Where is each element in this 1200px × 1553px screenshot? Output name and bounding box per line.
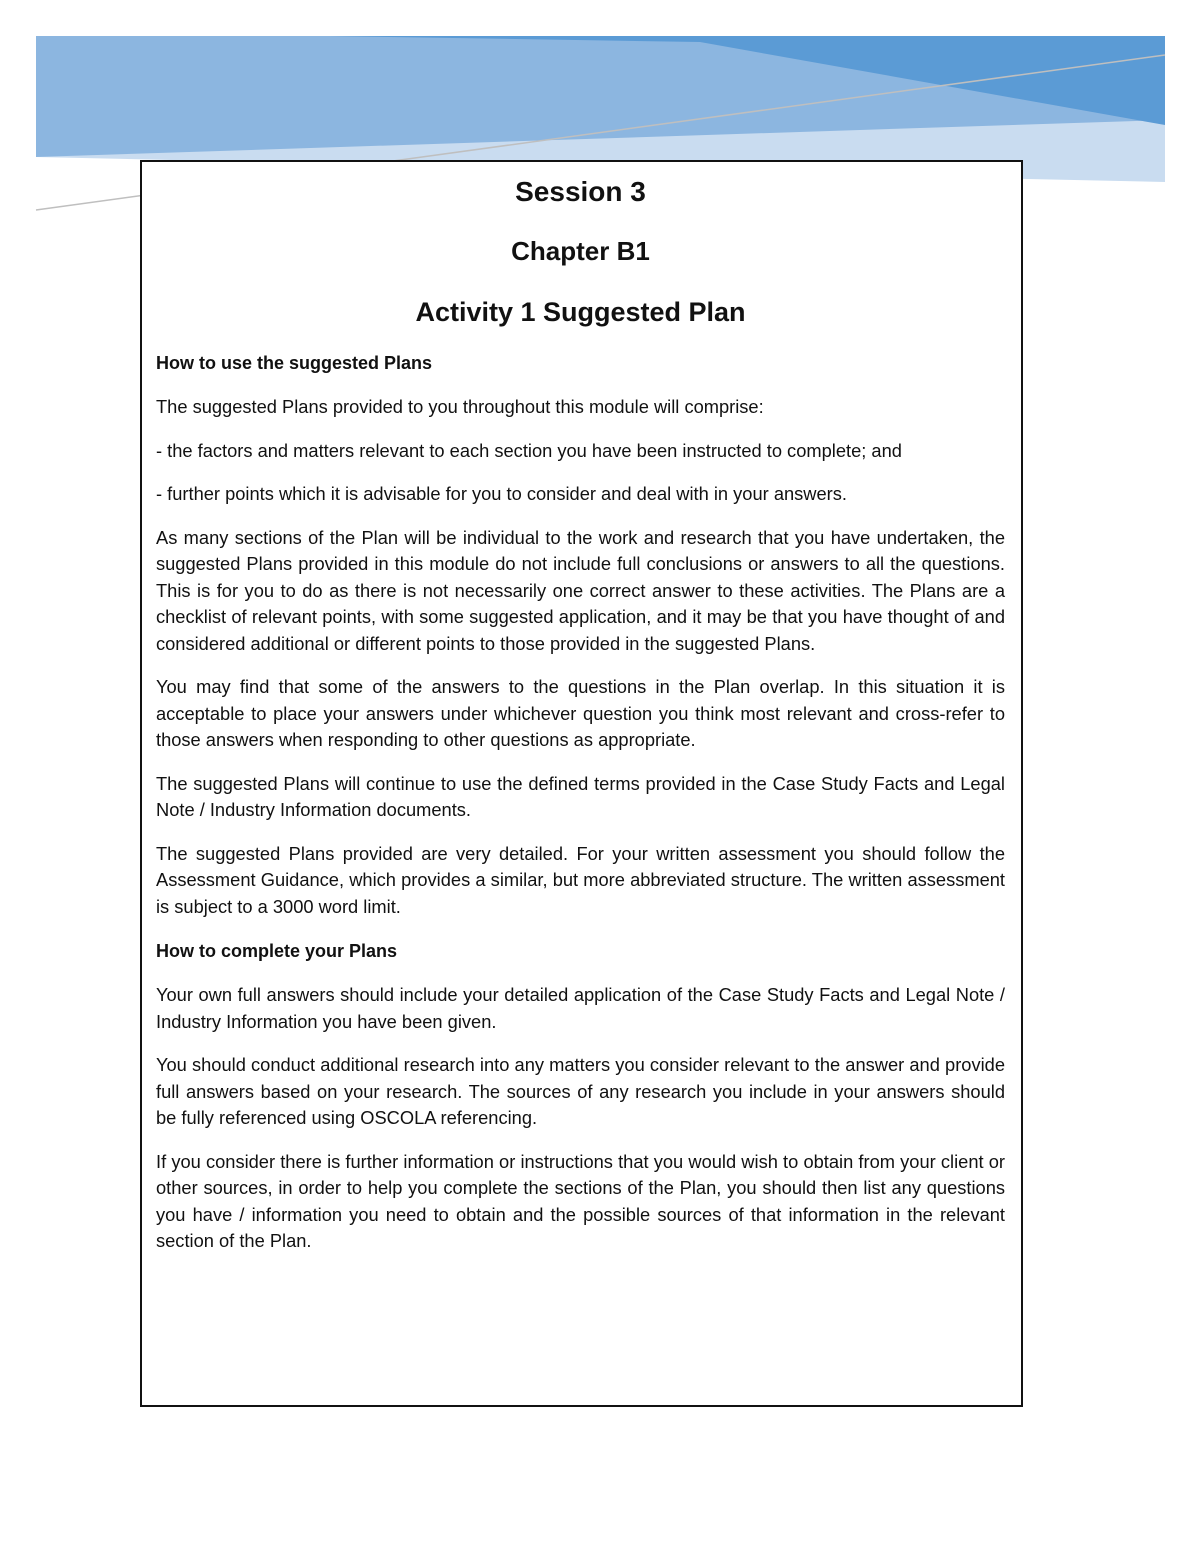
section-heading-how-to-use: How to use the suggested Plans [156,353,433,373]
paragraph: The suggested Plans provided are very detailed. For your written assessment you should follow the Assessment Guidance, which provides a similar, but more abbreviated structure. The written assessment is subject to a 3000 word limit. [156,842,1005,917]
paragraph: You should conduct additional research into any matters you consider relevant to the answer and provide full answers based on your research. The sources of any research you include in your answers should be fully referenced using OSCOLA referencing. [156,1054,1005,1128]
paragraph: The suggested Plans will continue to use the defined terms provided in the Case Study Facts and Legal Note / Industry Information documents. [156,772,1005,820]
paragraph: - further points which it is advisable for you to consider and deal with in your answers. [156,483,847,504]
paragraph: The suggested Plans provided to you throughout this module will comprise: [156,396,764,417]
activity-title: Activity 1 Suggested Plan [415,297,746,327]
paragraph: Your own full answers should include your detailed application of the Case Study Facts and Legal Note / Industry Information you have been given. [156,984,1005,1032]
paragraph: If you consider there is further information or instructions that you would wish to obtain from your client or other sources, in order to help you complete the sections of the Plan, you should then list any questions you have / information you need to obtain and the possible sources of that information in the relevant section of the Plan. [156,1150,1005,1251]
session-title: Session 3 [515,176,646,207]
paragraph: As many sections of the Plan will be individual to the work and research that you have undertaken, the suggested Plans provided in this module do not include full conclusions or answers to all the questions. This is for you to do as there is not necessarily one correct answer to these activities. The Plans are a checklist of relevant points, with some suggested application, and it may be that you have thought of and considered additional or different points to those provided in the suggested Plans. [156,526,1005,654]
section-heading-how-to-complete: How to complete your Plans [156,941,398,961]
content-box [140,160,1023,1407]
paragraph: - the factors and matters relevant to each section you have been instructed to complete; and [156,439,902,461]
chapter-title: Chapter B1 [511,236,650,266]
paragraph: You may find that some of the answers to the questions in the Plan overlap. In this situation it is acceptable to place your answers under whichever question you think most relevant and cross-refer to those answers when responding to other questions as appropriate. [156,676,1005,750]
